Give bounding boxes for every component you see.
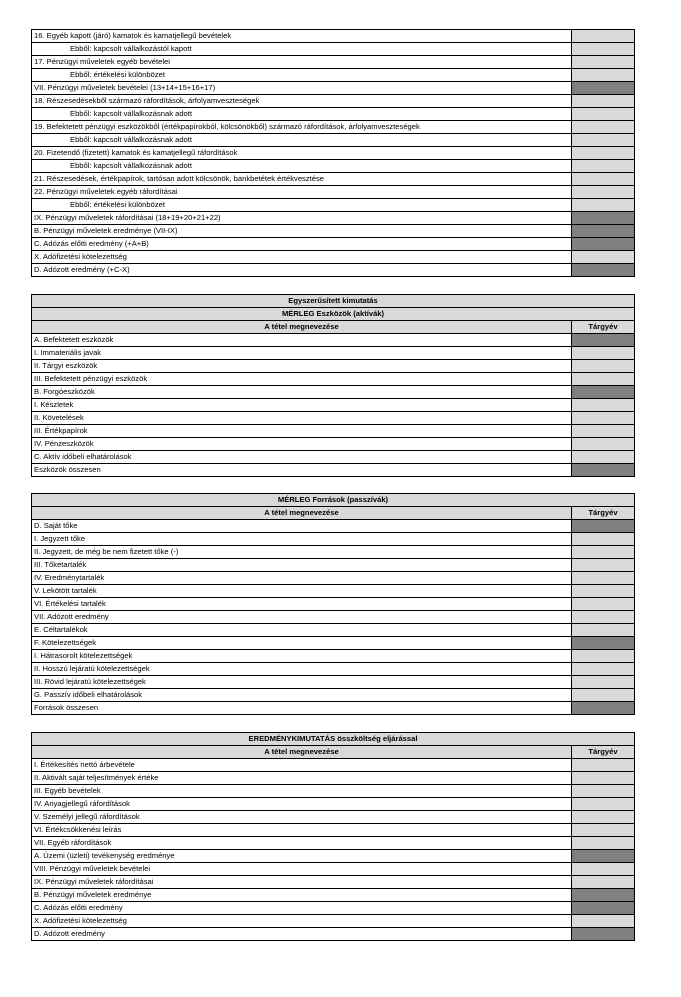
row-label: B. Pénzügyi műveletek eredménye <box>32 889 572 902</box>
table-row <box>32 173 635 186</box>
value-cell[interactable] <box>572 186 635 199</box>
value-cell[interactable] <box>572 108 635 121</box>
row-label: X. Adófizetési kötelezettség <box>32 915 572 928</box>
current-year-header: Tárgyév <box>572 507 635 520</box>
value-cell[interactable] <box>572 386 635 399</box>
table-row <box>32 347 635 360</box>
value-cell[interactable] <box>572 837 635 850</box>
value-cell[interactable] <box>572 811 635 824</box>
row-label: 22. Pénzügyi műveletek egyéb ráfordításai <box>32 186 572 199</box>
value-cell[interactable] <box>572 212 635 225</box>
table-row <box>32 464 635 477</box>
table-row <box>32 520 635 533</box>
row-label: I. Készletek <box>32 399 572 412</box>
table-row <box>32 147 635 160</box>
row-label: VI. Értékelési tartalék <box>32 598 572 611</box>
value-cell[interactable] <box>572 902 635 915</box>
row-label: III. Rövid lejáratú kötelezettségek <box>32 676 572 689</box>
row-label: 17. Pénzügyi műveletek egyéb bevételei <box>32 56 572 69</box>
table-row <box>32 759 635 772</box>
current-year-header: Tárgyév <box>572 321 635 334</box>
table-row <box>32 199 635 212</box>
row-label: Ebből: kapcsolt vállalkozásnak adott <box>32 108 572 121</box>
value-cell[interactable] <box>572 533 635 546</box>
value-cell[interactable] <box>572 451 635 464</box>
row-label: II. Hosszú lejáratú kötelezettségek <box>32 663 572 676</box>
row-label: Ebből: értékelési különbözet <box>32 199 572 212</box>
header-row <box>32 746 635 759</box>
row-label: Források összesen <box>32 702 572 715</box>
table-row <box>32 95 635 108</box>
table-row <box>32 108 635 121</box>
value-cell[interactable] <box>572 824 635 837</box>
value-cell[interactable] <box>572 399 635 412</box>
table-row <box>32 69 635 82</box>
row-label: III. Egyéb bevételek <box>32 785 572 798</box>
row-label: D. Adózott eredmény <box>32 928 572 941</box>
row-label: C. Adózás előtti eredmény (+A+B) <box>32 238 572 251</box>
row-label: II. Tárgyi eszközök <box>32 360 572 373</box>
row-label: III. Befektetett pénzügyi eszközök <box>32 373 572 386</box>
table-row <box>32 850 635 863</box>
value-cell[interactable] <box>572 598 635 611</box>
item-name-header: A tétel megnevezése <box>32 507 572 520</box>
table-row <box>32 121 635 134</box>
table-row <box>32 56 635 69</box>
value-cell[interactable] <box>572 689 635 702</box>
value-cell[interactable] <box>572 915 635 928</box>
row-label: B. Pénzügyi műveletek eredménye (VII-IX) <box>32 225 572 238</box>
row-label: X. Adófizetési kötelezettség <box>32 251 572 264</box>
income-statement-title: EREDMÉNYKIMUTATÁS összköltség eljárással <box>32 733 635 746</box>
table-row <box>32 225 635 238</box>
value-cell[interactable] <box>572 199 635 212</box>
balance-liabilities-table <box>31 493 635 715</box>
table-row <box>32 702 635 715</box>
row-label: VII. Pénzügyi műveletek bevételei (13+14+15+16+17) <box>32 82 572 95</box>
table-row <box>32 412 635 425</box>
header-row <box>32 507 635 520</box>
table-row <box>32 837 635 850</box>
value-cell[interactable] <box>572 650 635 663</box>
row-label: VII. Egyéb ráfordítások <box>32 837 572 850</box>
row-label: G. Passzív időbeli elhatárolások <box>32 689 572 702</box>
value-cell[interactable] <box>572 134 635 147</box>
table-row <box>32 451 635 464</box>
value-cell[interactable] <box>572 676 635 689</box>
row-label: III. Értékpapírok <box>32 425 572 438</box>
item-name-header: A tétel megnevezése <box>32 321 572 334</box>
value-cell[interactable] <box>572 95 635 108</box>
table-row <box>32 650 635 663</box>
row-label: I. Hátrasorolt kötelezettségek <box>32 650 572 663</box>
header-row <box>32 321 635 334</box>
row-label: D. Adózott eredmény (+C-X) <box>32 264 572 277</box>
value-cell[interactable] <box>572 464 635 477</box>
table-row <box>32 611 635 624</box>
row-label: F. Kötelezettségek <box>32 637 572 650</box>
row-label: I. Értékesítés nettó árbevétele <box>32 759 572 772</box>
table-row <box>32 637 635 650</box>
table-row <box>32 264 635 277</box>
row-label: VI. Értékcsökkenési leírás <box>32 824 572 837</box>
value-cell[interactable] <box>572 264 635 277</box>
table-row <box>32 598 635 611</box>
value-cell[interactable] <box>572 772 635 785</box>
value-cell[interactable] <box>572 637 635 650</box>
row-label: Eszközök összesen <box>32 464 572 477</box>
current-year-header: Tárgyév <box>572 746 635 759</box>
value-cell[interactable] <box>572 876 635 889</box>
table-row <box>32 160 635 173</box>
row-label: IX. Pénzügyi műveletek ráfordításai <box>32 876 572 889</box>
value-cell[interactable] <box>572 360 635 373</box>
value-cell[interactable] <box>572 759 635 772</box>
value-cell[interactable] <box>572 121 635 134</box>
value-cell[interactable] <box>572 785 635 798</box>
row-label: VII. Adózott eredmény <box>32 611 572 624</box>
row-label: I. Immateriális javak <box>32 347 572 360</box>
row-label: 19. Befektetett pénzügyi eszközökből (értékpapírokból, kölcsönökből) származó ráfordítások, árfolyamveszteségek <box>32 121 572 134</box>
table-title-row <box>32 733 635 746</box>
row-label: IV. Eredménytartalék <box>32 572 572 585</box>
item-name-header: A tétel megnevezése <box>32 746 572 759</box>
value-cell[interactable] <box>572 425 635 438</box>
table-row <box>32 399 635 412</box>
value-cell[interactable] <box>572 663 635 676</box>
assets-title: MÉRLEG Eszközök (aktívák) <box>32 308 635 321</box>
value-cell[interactable] <box>572 225 635 238</box>
value-cell[interactable] <box>572 559 635 572</box>
table-row <box>32 889 635 902</box>
value-cell[interactable] <box>572 702 635 715</box>
table-row <box>32 373 635 386</box>
table-row <box>32 212 635 225</box>
balance-assets-table <box>31 294 635 477</box>
table-row <box>32 134 635 147</box>
value-cell[interactable] <box>572 347 635 360</box>
table-row <box>32 546 635 559</box>
row-label: C. Adózás előtti eredmény <box>32 902 572 915</box>
value-cell[interactable] <box>572 520 635 533</box>
value-cell[interactable] <box>572 373 635 386</box>
table-title-row <box>32 295 635 308</box>
row-label: II. Aktivált saját teljesítmények értéke <box>32 772 572 785</box>
value-cell[interactable] <box>572 238 635 251</box>
table-row <box>32 798 635 811</box>
table-subtitle-row <box>32 308 635 321</box>
row-label: A. Befektetett eszközök <box>32 334 572 347</box>
row-label: IV. Pénzeszközök <box>32 438 572 451</box>
value-cell[interactable] <box>572 546 635 559</box>
value-cell[interactable] <box>572 82 635 95</box>
value-cell[interactable] <box>572 56 635 69</box>
table-row <box>32 676 635 689</box>
row-label: IV. Anyagjellegű ráfordítások <box>32 798 572 811</box>
value-cell[interactable] <box>572 438 635 451</box>
row-label: 21. Részesedések, értékpapírok, tartósan adott kölcsönök, bankbetétek értékvesztése <box>32 173 572 186</box>
liabilities-title: MÉRLEG Források (passzívák) <box>32 494 635 507</box>
table-row <box>32 663 635 676</box>
table-row <box>32 82 635 95</box>
value-cell[interactable] <box>572 863 635 876</box>
value-cell[interactable] <box>572 43 635 56</box>
table-row <box>32 30 635 43</box>
table-row <box>32 811 635 824</box>
row-label: IX. Pénzügyi műveletek ráfordításai (18+19+20+21+22) <box>32 212 572 225</box>
row-label: V. Lekötött tartalék <box>32 585 572 598</box>
value-cell[interactable] <box>572 251 635 264</box>
table-row <box>32 334 635 347</box>
table-row <box>32 438 635 451</box>
income-continuation-table <box>31 29 635 277</box>
table-row <box>32 772 635 785</box>
table-row <box>32 533 635 546</box>
table-row <box>32 824 635 837</box>
table-row <box>32 572 635 585</box>
value-cell[interactable] <box>572 334 635 347</box>
value-cell[interactable] <box>572 585 635 598</box>
table-row <box>32 624 635 637</box>
table-row <box>32 251 635 264</box>
row-label: Ebből: értékelési különbözet <box>32 69 572 82</box>
table-row <box>32 928 635 941</box>
row-label: E. Céltartalékok <box>32 624 572 637</box>
income-statement-table <box>31 732 635 941</box>
value-cell[interactable] <box>572 30 635 43</box>
value-cell[interactable] <box>572 160 635 173</box>
table-row <box>32 425 635 438</box>
row-label: B. Forgóeszközök <box>32 386 572 399</box>
value-cell[interactable] <box>572 624 635 637</box>
value-cell[interactable] <box>572 572 635 585</box>
value-cell[interactable] <box>572 798 635 811</box>
value-cell[interactable] <box>572 611 635 624</box>
row-label: 20. Fizetendő (fizetett) kamatok és kamatjellegű ráfordítások <box>32 147 572 160</box>
value-cell[interactable] <box>572 412 635 425</box>
table-row <box>32 186 635 199</box>
simplified-statement-title: Egyszerűsített kimutatás <box>32 295 635 308</box>
row-label: III. Tőketartalék <box>32 559 572 572</box>
table-row <box>32 876 635 889</box>
row-label: I. Jegyzett tőke <box>32 533 572 546</box>
row-label: 18. Részesedésekből származó ráfordítások, árfolyamveszteségek <box>32 95 572 108</box>
value-cell[interactable] <box>572 69 635 82</box>
row-label: Ebből: kapcsolt vállalkozásnak adott <box>32 160 572 173</box>
table-row <box>32 238 635 251</box>
table-row <box>32 559 635 572</box>
table-row <box>32 902 635 915</box>
row-label: Ebből: kapcsolt vállalkozástól kapott <box>32 43 572 56</box>
value-cell[interactable] <box>572 173 635 186</box>
row-label: 16. Egyéb kapott (járó) kamatok és kamatjellegű bevételek <box>32 30 572 43</box>
row-label: D. Saját tőke <box>32 520 572 533</box>
row-label: A. Üzemi (üzleti) tevékenység eredménye <box>32 850 572 863</box>
table-row <box>32 689 635 702</box>
row-label: V. Személyi jellegű ráfordítások <box>32 811 572 824</box>
value-cell[interactable] <box>572 928 635 941</box>
table-row <box>32 585 635 598</box>
table-row <box>32 360 635 373</box>
table-row <box>32 386 635 399</box>
value-cell[interactable] <box>572 850 635 863</box>
table-row <box>32 785 635 798</box>
row-label: II. Követelések <box>32 412 572 425</box>
table-title-row <box>32 494 635 507</box>
row-label: II. Jegyzett, de még be nem fizetett tőke (-) <box>32 546 572 559</box>
row-label: C. Aktív időbeli elhatárolások <box>32 451 572 464</box>
table-row <box>32 863 635 876</box>
table-row <box>32 915 635 928</box>
row-label: VIII. Pénzügyi műveletek bevételei <box>32 863 572 876</box>
table-row <box>32 43 635 56</box>
value-cell[interactable] <box>572 147 635 160</box>
value-cell[interactable] <box>572 889 635 902</box>
row-label: Ebből: kapcsolt vállalkozásnak adott <box>32 134 572 147</box>
